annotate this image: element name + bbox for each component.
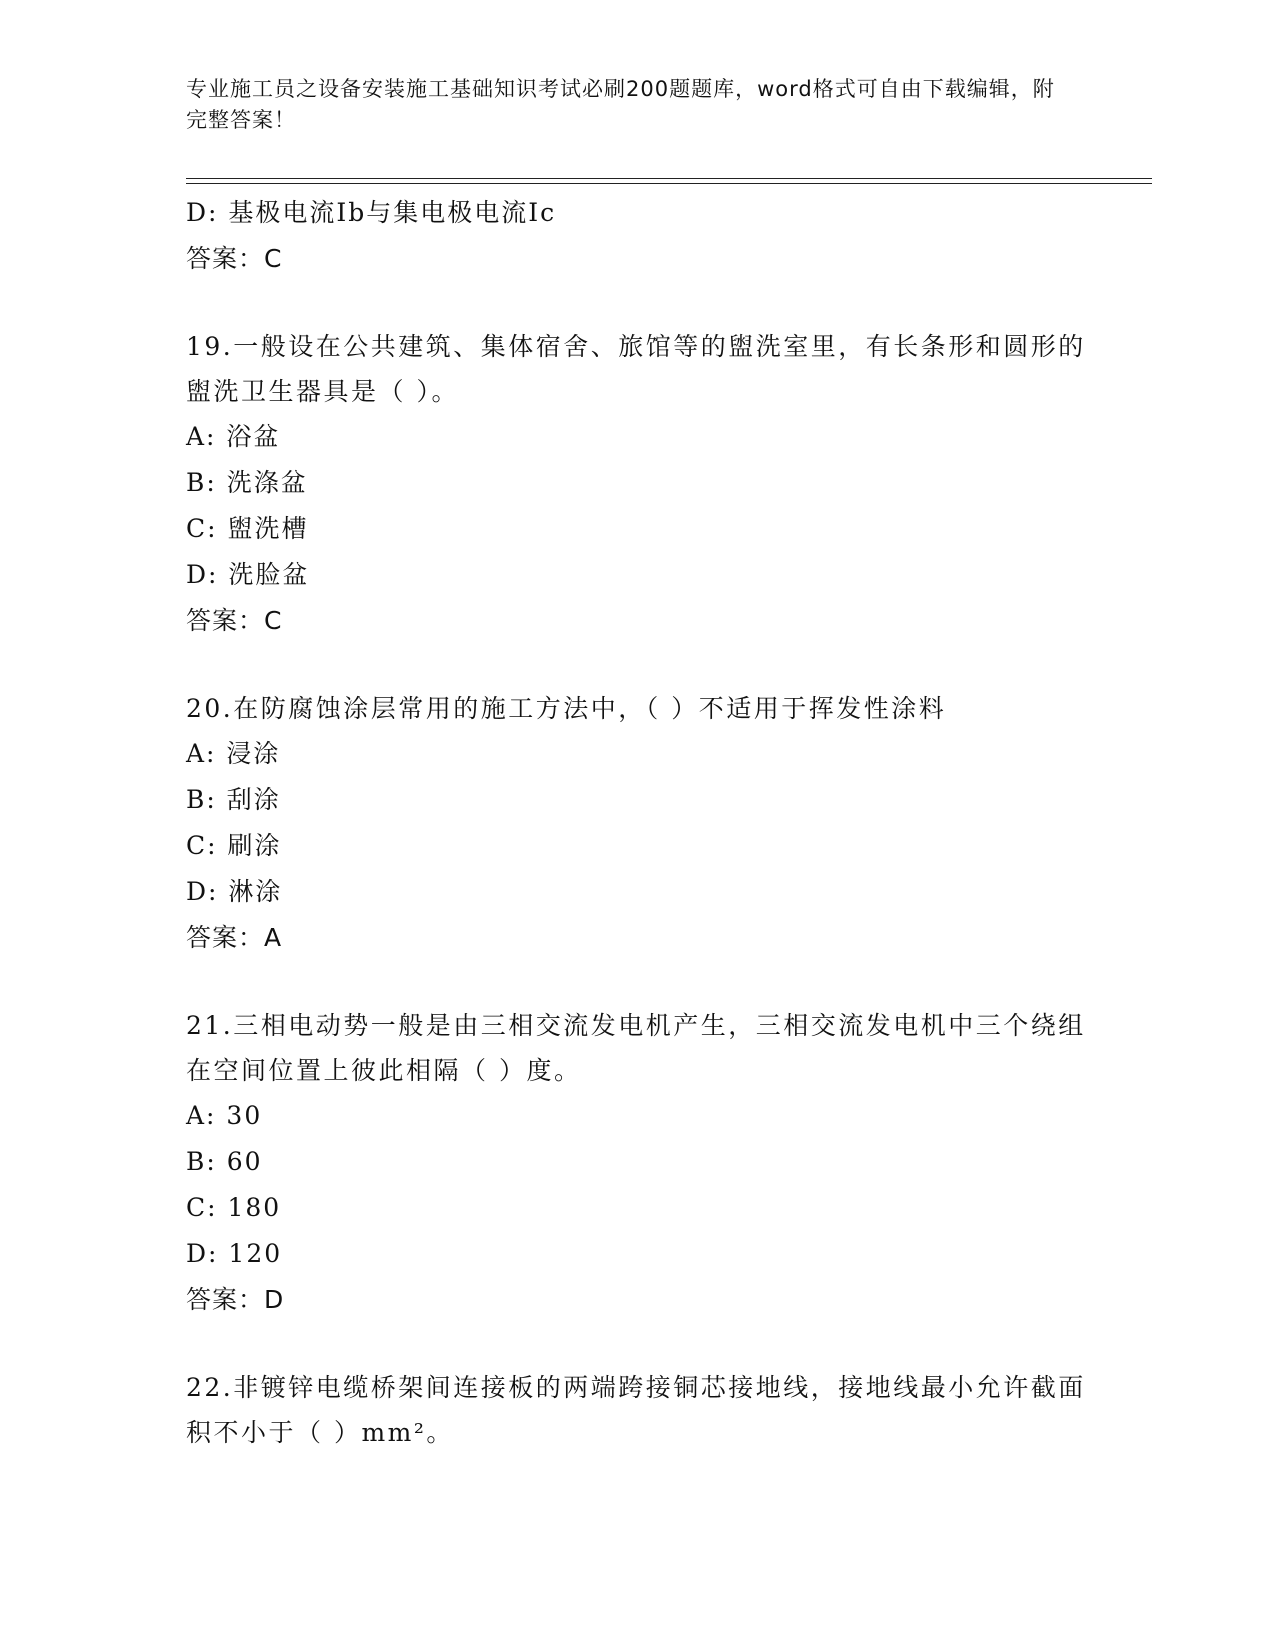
question-text: 20.在防腐蚀涂层常用的施工方法中，（ ）不适用于挥发性涂料 [186,694,947,723]
option-c: C: 盥洗槽 [186,514,309,543]
question-text: 22.非镀锌电缆桥架间连接板的两端跨接铜芯接地线，接地线最小允许截面积不小于（ ）mm²。 [186,1373,1086,1447]
question-text: 21.三相电动势一般是由三相交流发电机产生，三相交流发电机中三个绕组在空间位置上彼此相隔（ ）度。 [186,1011,1086,1085]
option-d: D: 洗脸盆 [186,560,310,589]
question-19 [186,324,1086,644]
question-text: 19.一般设在公共建筑、集体宿舍、旅馆等的盥洗室里，有长条形和圆形的盥洗卫生器具是（ ）。 [186,332,1086,406]
question-list [186,190,1086,1455]
option-a: A: 浸涂 [186,739,281,768]
option-d: D: 120 [186,1239,283,1268]
answer-line: 答案：C [186,606,283,635]
document-header [186,74,1066,136]
option-a: A: 浴盆 [186,422,281,451]
answer-line: 答案：D [186,1285,285,1314]
option-d: D: 基极电流Ib与集电极电流Ic [186,198,557,227]
answer-line: 答案：C [186,244,283,273]
question-20 [186,686,1086,961]
question-21 [186,1003,1086,1323]
answer-line: 答案：A [186,923,283,952]
document-title: 专业施工员之设备安装施工基础知识考试必刷200题题库，word格式可自由下载编辑，附完整答案！ [186,77,1055,132]
header-divider-top [186,178,1152,179]
option-b: B: 刮涂 [186,785,281,814]
header-divider-bottom [186,183,1152,184]
option-d: D: 淋涂 [186,877,283,906]
option-a: A: 30 [186,1101,263,1130]
option-b: B: 洗涤盆 [186,468,308,497]
option-b: B: 60 [186,1147,263,1176]
question-22 [186,1365,1086,1455]
option-c: C: 180 [186,1193,282,1222]
option-c: C: 刷涂 [186,831,282,860]
